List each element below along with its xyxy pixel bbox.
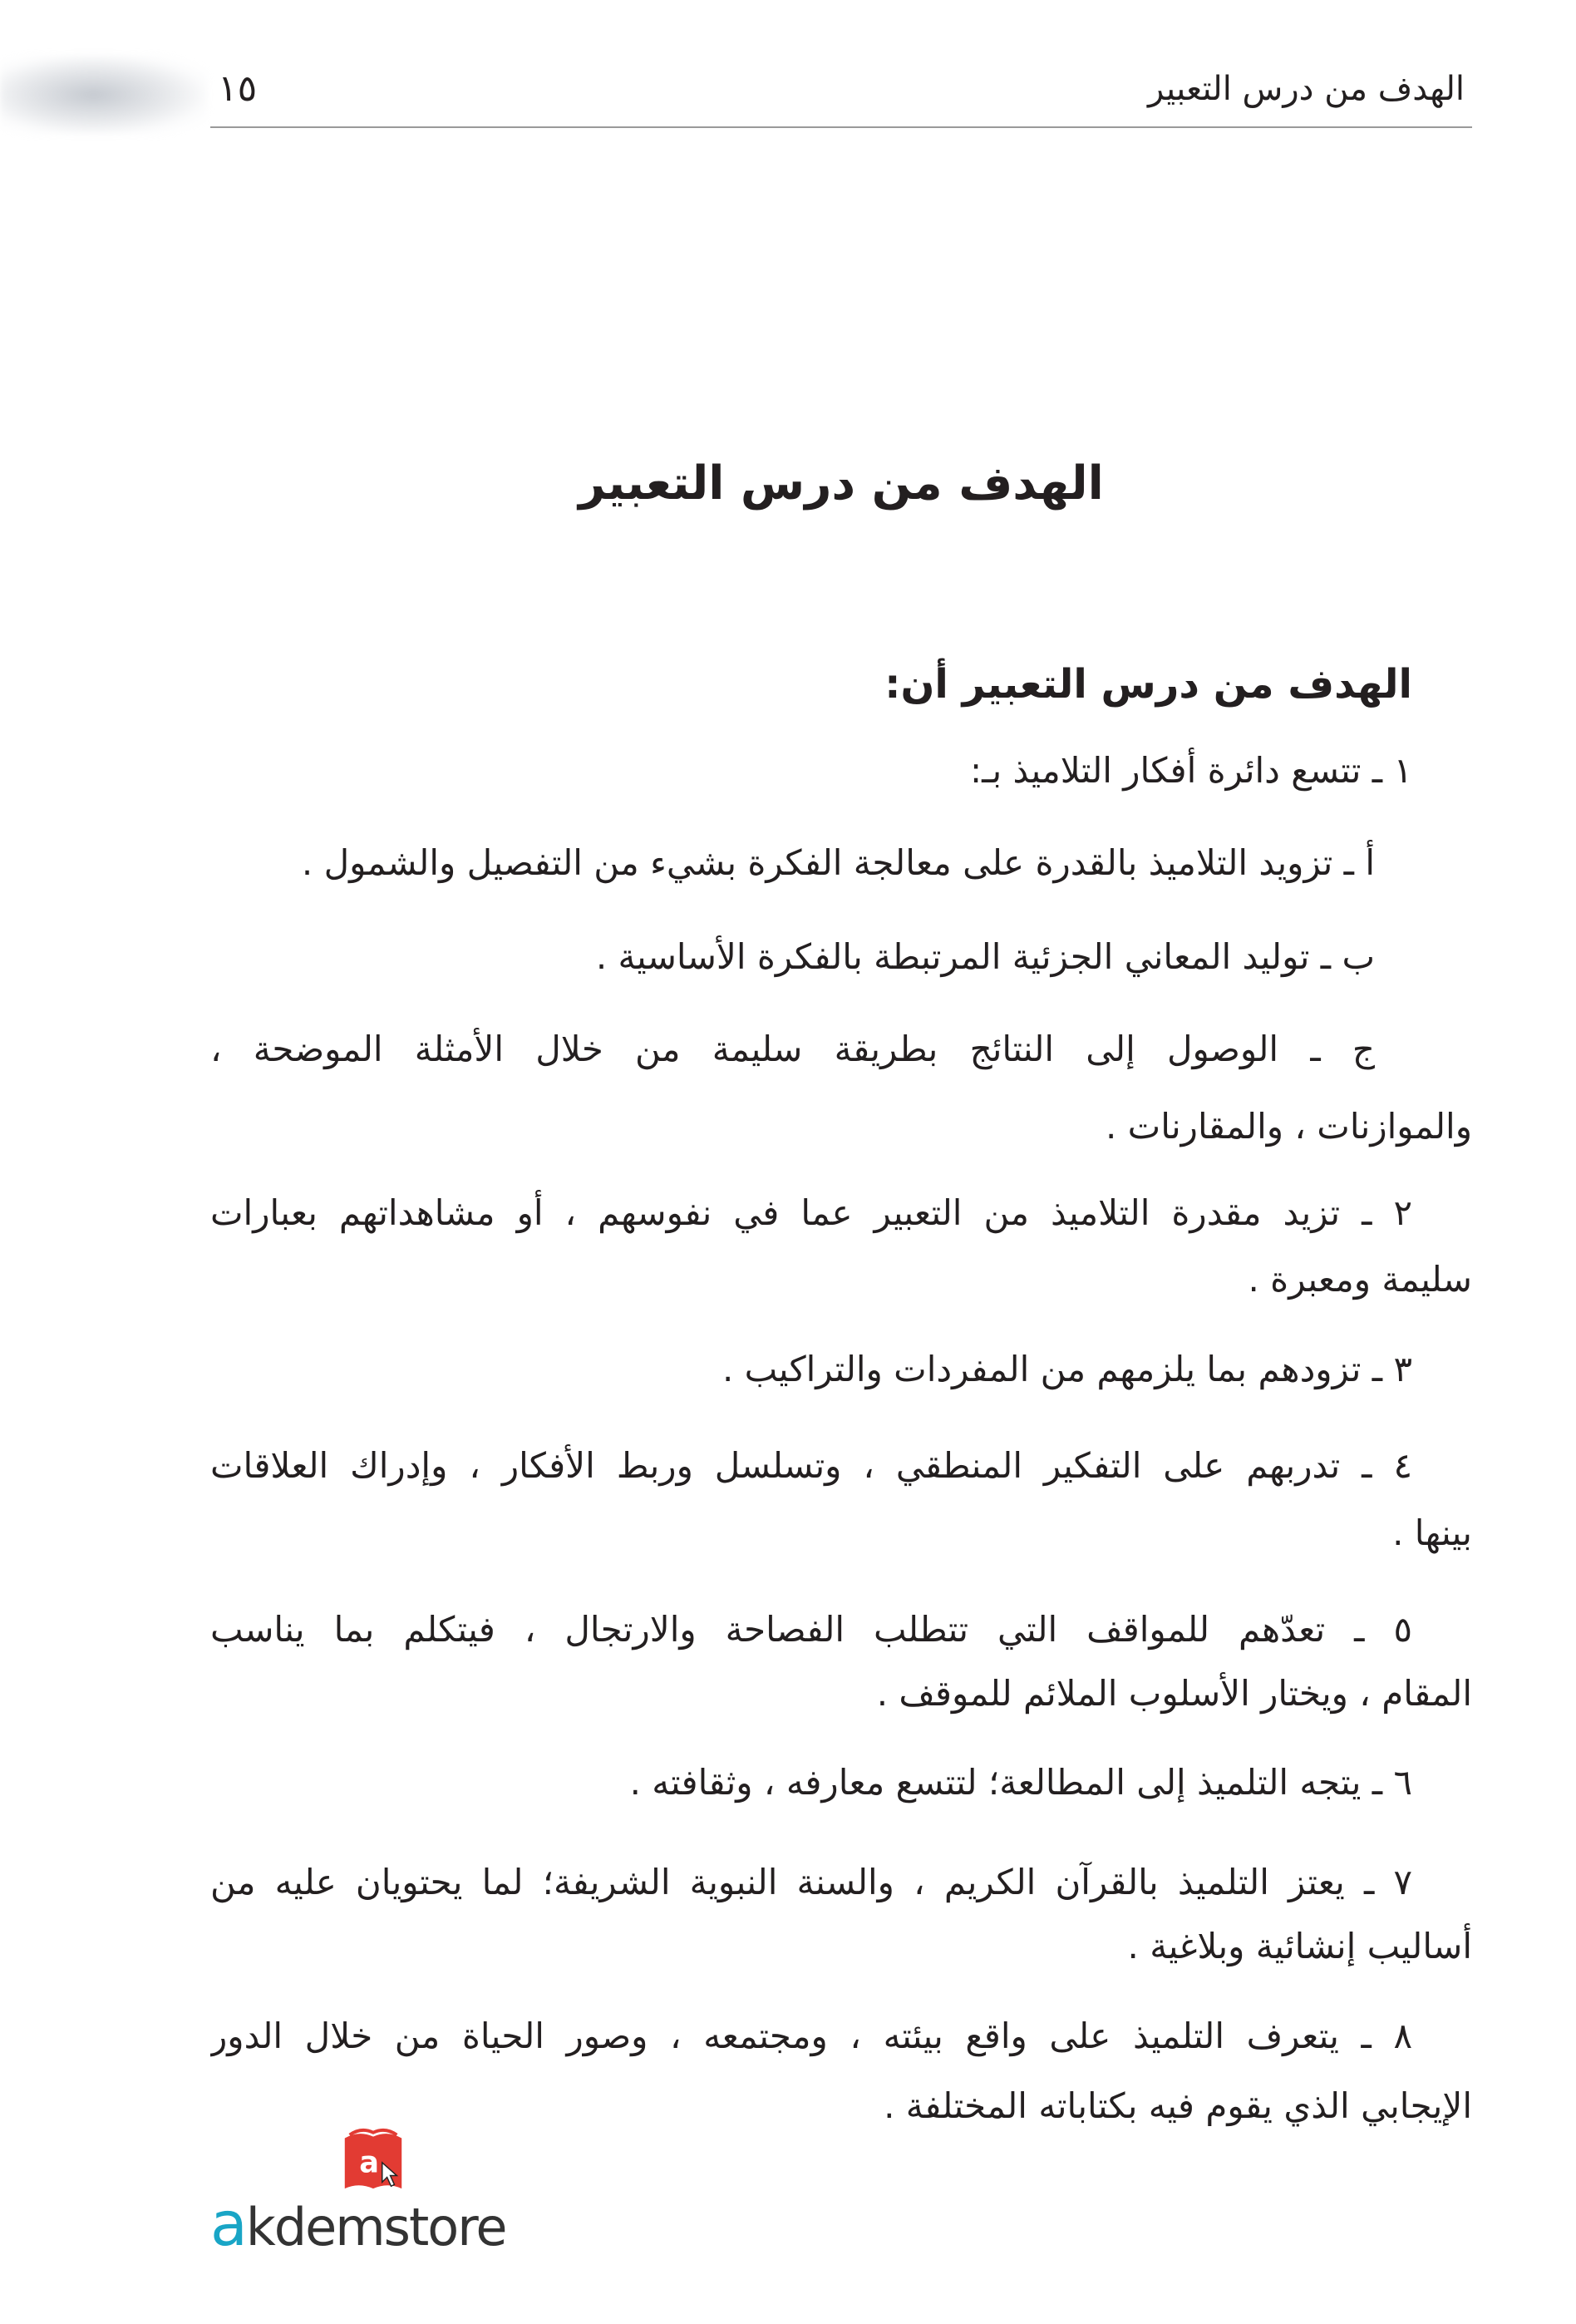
book-icon xyxy=(337,2122,410,2195)
logo-wordmark: akdemstore xyxy=(210,2189,506,2260)
item-7-line-2: أساليب إنشائية وبلاغية . xyxy=(1127,1926,1472,1966)
item-1-subitem-a: أ ـ تزويد التلاميذ بالقدرة على معالجة الفكرة بشيء من التفصيل والشمول . xyxy=(301,842,1375,883)
running-title: الهدف من درس التعبير xyxy=(1147,70,1465,108)
header-rule xyxy=(210,126,1472,128)
item-4-line-2: بينها . xyxy=(1392,1512,1472,1553)
item-8-line-2: الإيجابي الذي يقوم فيه بكتاباته المختلفة . xyxy=(884,2085,1472,2126)
item-3-line-1: ٣ ـ تزودهم بما يلزمهم من المفردات والتراكيب . xyxy=(722,1349,1412,1389)
item-1-line-1: ١ ـ تتسع دائرة أفكار التلاميذ بـ: xyxy=(970,750,1412,791)
item-1-subitem-c-line-1: ج ـ الوصول إلى النتائج بطريقة سليمة من خلال الأمثلة الموضحة ، xyxy=(210,1029,1375,1069)
item-4-line-1: ٤ ـ تدربهم على التفكير المنطقي ، وتسلسل وربط الأفكار ، وإدراك العلاقات xyxy=(210,1445,1412,1486)
item-2-line-2: سليمة ومعبرة . xyxy=(1248,1259,1472,1300)
page-number: ١٥ xyxy=(218,67,258,110)
item-5-line-1: ٥ ـ تعدّهم للمواقف التي تتطلب الفصاحة والارتجال ، فيتكلم بما يناسب xyxy=(210,1609,1412,1650)
item-1-subitem-c-line-2: والموازنات ، والمقارنات . xyxy=(1105,1106,1472,1147)
item-1-subitem-b: ب ـ توليد المعاني الجزئية المرتبطة بالفكرة الأساسية . xyxy=(595,936,1375,977)
section-intro: الهدف من درس التعبير أن: xyxy=(884,661,1412,708)
item-5-line-2: المقام ، ويختار الأسلوب الملائم للموقف . xyxy=(876,1673,1472,1714)
book-icon-letter: a xyxy=(359,2145,379,2180)
item-6-line-1: ٦ ـ يتجه التلميذ إلى المطالعة؛ لتتسع معارفه ، وثقافته . xyxy=(629,1762,1412,1803)
item-7-line-1: ٧ ـ يعتز التلميذ بالقرآن الكريم ، والسنة النبوية الشريفة؛ لما يحتويان عليه من xyxy=(210,1862,1412,1902)
scan-smudge xyxy=(0,55,208,135)
page-title: الهدف من درس التعبير xyxy=(579,456,1104,511)
item-2-line-1: ٢ ـ تزيد مقدرة التلاميذ من التعبير عما في نفوسهم ، أو مشاهداتهم بعبارات xyxy=(210,1192,1412,1233)
item-8-line-1: ٨ ـ يتعرف التلميذ على واقع بيئته ، ومجتمعه ، وصور الحياة من خلال الدور xyxy=(210,2016,1412,2056)
